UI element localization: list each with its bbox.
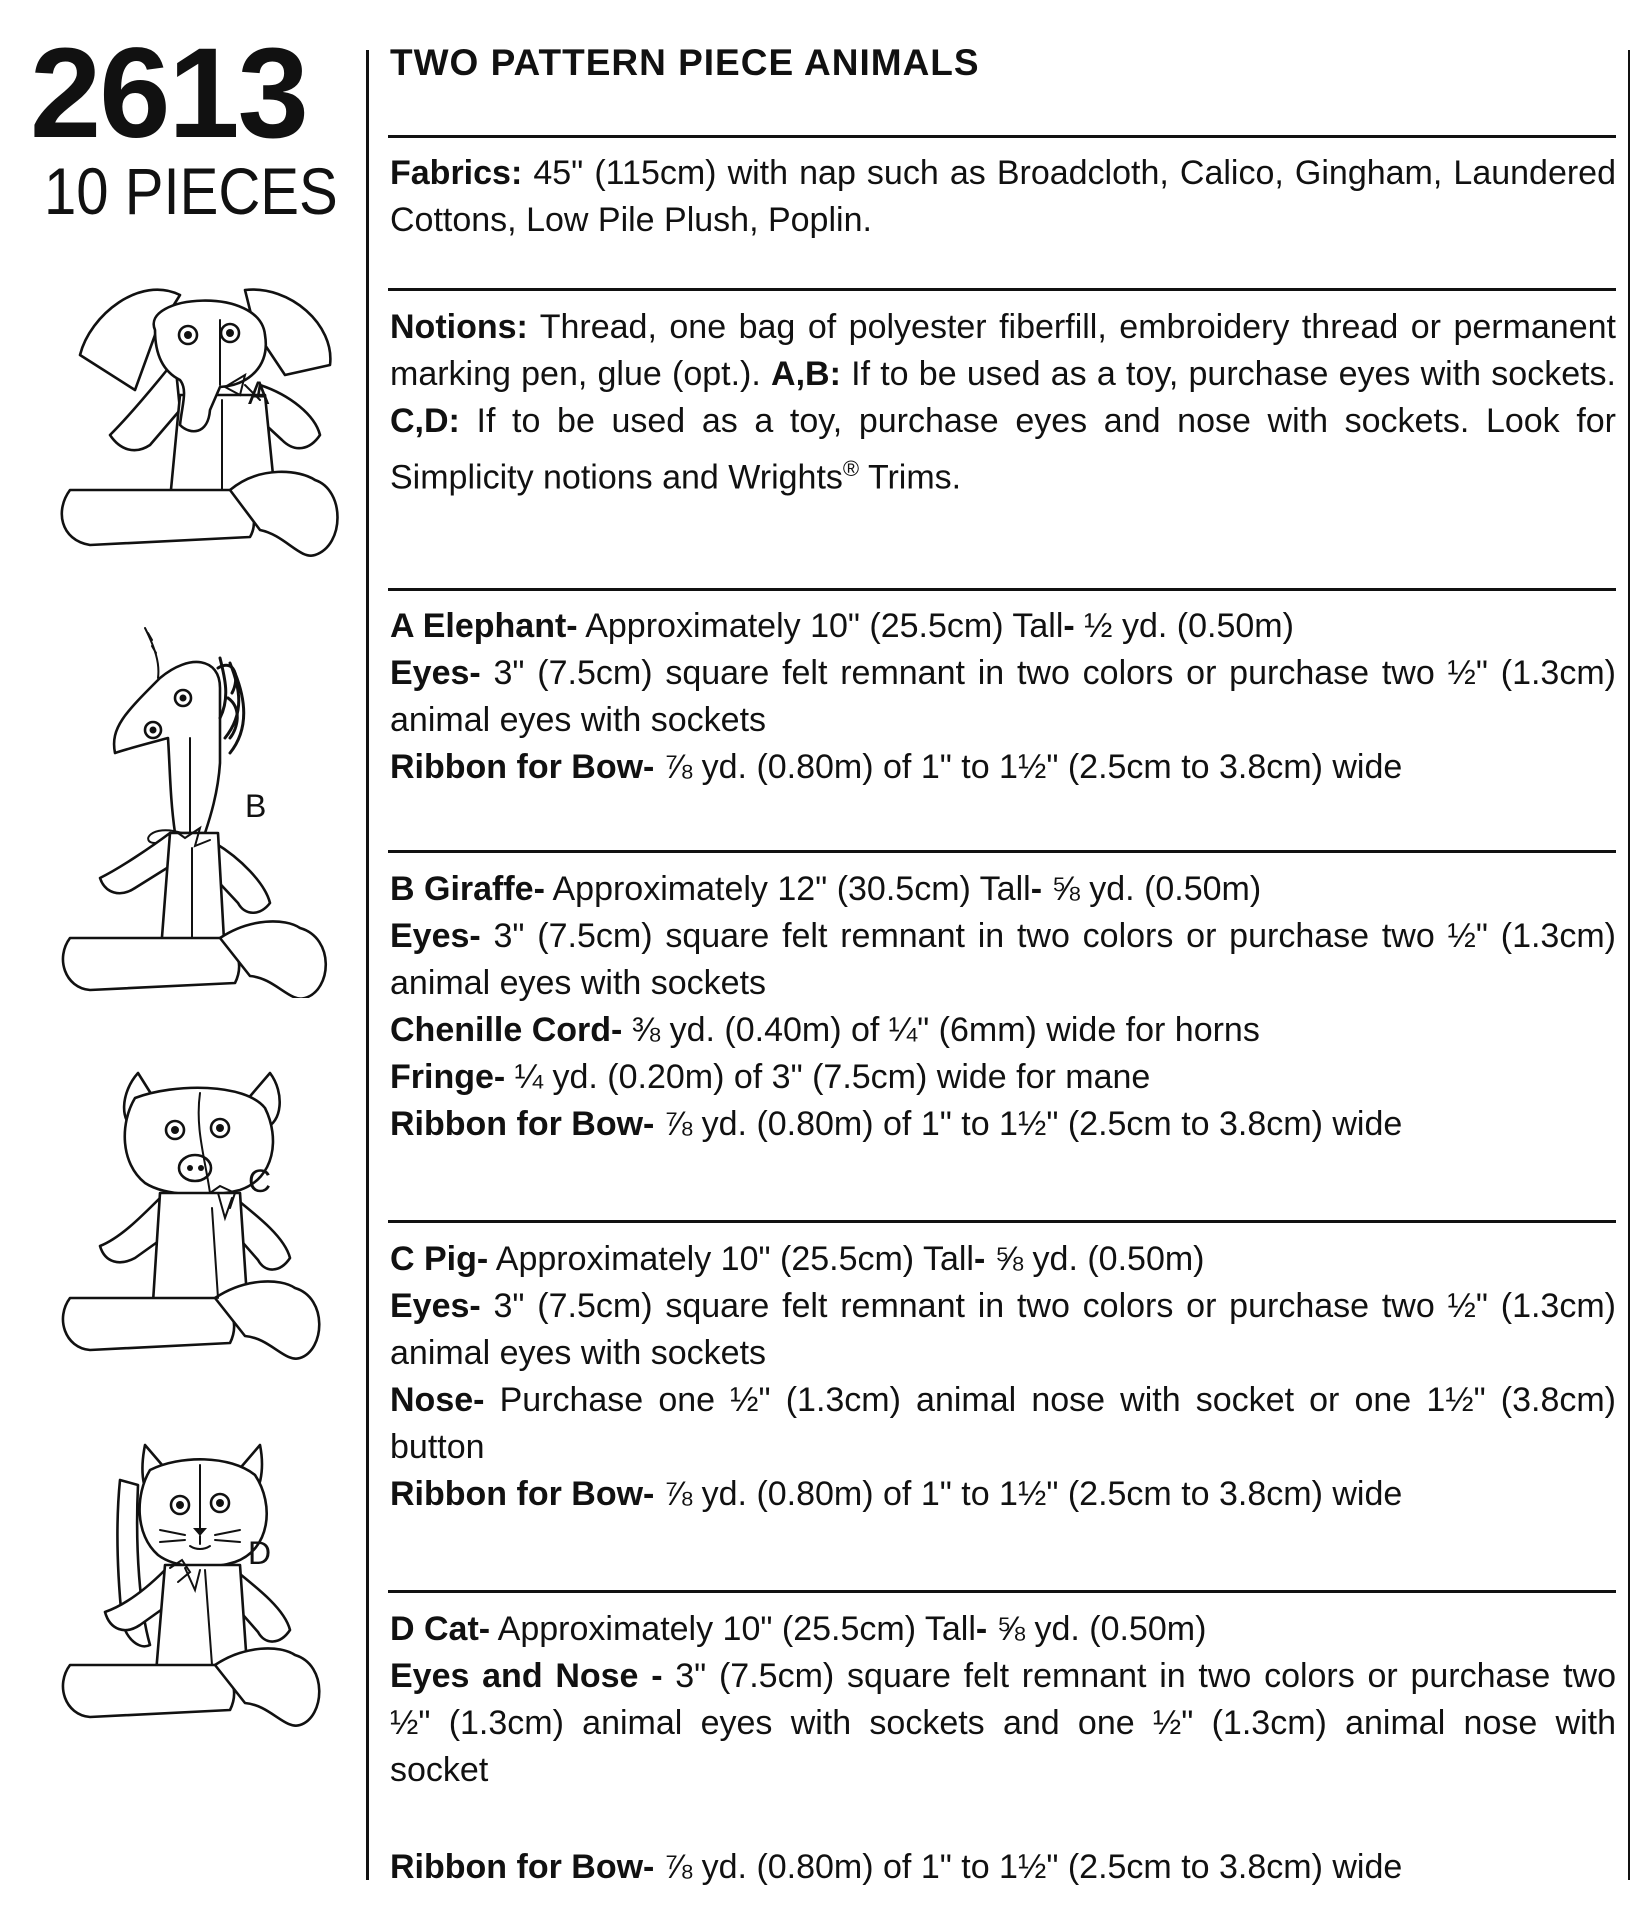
view-d-size: Approximately 10" (25.5cm) Tall — [490, 1610, 976, 1648]
view-a-dash: - — [1063, 607, 1075, 645]
view-b-label: B — [245, 788, 267, 824]
elephant-illustration — [60, 275, 360, 565]
vertical-divider — [366, 50, 369, 1880]
view-c-ribbon-text: ⅞ yd. (0.80m) of 1" to 1½" (2.5cm to 3.8cm) wide — [654, 1475, 1403, 1513]
view-a-section — [390, 603, 1616, 791]
fabrics-label: Fabrics: — [390, 154, 523, 192]
divider-view-a — [388, 588, 1616, 591]
pig-illustration — [60, 1068, 360, 1398]
view-b-ribbon-text: ⅞ yd. (0.80m) of 1" to 1½" (2.5cm to 3.8cm) wide — [654, 1105, 1403, 1143]
view-d-name: D Cat- — [390, 1610, 491, 1648]
view-b-eyes-text: 3" (7.5cm) square felt remnant in two colors or purchase two ½" (1.3cm) animal eyes with sockets — [390, 917, 1616, 1002]
view-c-section — [390, 1236, 1616, 1518]
view-b-eyes-label: Eyes- — [390, 917, 481, 955]
view-b-chenille-text: ⅜ yd. (0.40m) of ¼" (6mm) wide for horns — [622, 1011, 1260, 1049]
notions-text: Thread, one bag of polyester fiberfill, embroidery thread or permanent marking pen, glue (opt.). — [390, 308, 1616, 393]
view-c-yardage: ⅝ yd. (0.50m) — [985, 1240, 1205, 1278]
view-b-size: Approximately 12" (30.5cm) Tall — [544, 870, 1031, 908]
view-b-ribbon-label: Ribbon for Bow- — [390, 1105, 655, 1143]
view-b-section — [390, 866, 1616, 1148]
view-c-name: C Pig- — [390, 1240, 489, 1278]
pattern-number: 2613 — [30, 22, 307, 165]
view-d-label: D — [248, 1535, 272, 1571]
divider-notions — [388, 288, 1616, 291]
notions-section — [390, 304, 1616, 501]
page-title: TWO PATTERN PIECE ANIMALS — [390, 42, 980, 83]
view-c-dash: - — [973, 1240, 986, 1278]
view-b-yardage: ⅝ yd. (0.50m) — [1042, 870, 1262, 908]
fabrics-text: 45" (115cm) with nap such as Broadcloth, Calico, Gingham, Laundered Cottons, Low Pile Plush, Poplin. — [390, 154, 1616, 239]
view-b-fringe-label: Fringe- — [390, 1058, 506, 1096]
notions-ab-label: A,B: — [771, 355, 841, 393]
view-c-nose-text: Purchase one ½" (1.3cm) animal nose with socket or one 1½" (3.8cm) button — [390, 1381, 1616, 1466]
view-a-eyes-label: Eyes- — [390, 654, 481, 692]
view-b-fringe-text: ¼ yd. (0.20m) of 3" (7.5cm) wide for mane — [505, 1058, 1151, 1096]
view-a-yardage: ½ yd. (0.50m) — [1074, 607, 1294, 645]
view-b-dash: - — [1030, 870, 1043, 908]
view-c-size: Approximately 10" (25.5cm) Tall — [488, 1240, 974, 1278]
notions-cd-text: If to be used as a toy, purchase eyes and nose with sockets. Look for Simplicity notions and Wrights — [390, 402, 1616, 497]
divider-view-b — [388, 850, 1616, 853]
right-border — [1628, 50, 1630, 1880]
view-a-name: A Elephant- — [390, 607, 578, 645]
pieces-count: 10 PIECES — [44, 154, 338, 228]
view-c-eyes-text: 3" (7.5cm) square felt remnant in two colors or purchase two ½" (1.3cm) animal eyes with sockets — [390, 1287, 1616, 1372]
view-b-chenille-label: Chenille Cord- — [390, 1011, 623, 1049]
registered-mark: ® — [842, 456, 860, 481]
view-b-name: B Giraffe- — [390, 870, 545, 908]
fabrics-section — [390, 150, 1616, 244]
view-a-eyes-text: 3" (7.5cm) square felt remnant in two colors or purchase two ½" (1.3cm) animal eyes with sockets — [390, 654, 1616, 739]
view-a-size: Approximately 10" (25.5cm) Tall — [577, 607, 1064, 645]
notions-ab-text: If to be used as a toy, purchase eyes with sockets. — [840, 355, 1616, 393]
notions-tail: Trims. — [859, 458, 962, 497]
divider-view-c — [388, 1220, 1616, 1223]
cat-illustration — [60, 1440, 360, 1760]
view-c-ribbon-label: Ribbon for Bow- — [390, 1475, 655, 1513]
view-c-eyes-label: Eyes- — [390, 1287, 481, 1325]
notions-cd-label: C,D: — [390, 402, 460, 440]
giraffe-illustration — [60, 618, 360, 998]
view-c-label: C — [248, 1163, 272, 1199]
view-a-ribbon-text: ⅞ yd. (0.80m) of 1" to 1½" (2.5cm to 3.8cm) wide — [654, 748, 1403, 786]
view-d-section — [390, 1606, 1616, 1891]
view-d-yardage: ⅝ yd. (0.50m) — [987, 1610, 1207, 1648]
view-d-ribbon-label: Ribbon for Bow- — [390, 1848, 655, 1886]
view-d-eyes-nose-text: 3" (7.5cm) square felt remnant in two colors or purchase two ½" (1.3cm) animal eyes with sockets and one ½" (1.3cm) animal nose with socket — [390, 1657, 1616, 1789]
divider-view-d — [388, 1590, 1616, 1593]
view-d-eyes-nose-label: Eyes and Nose - — [390, 1657, 663, 1695]
divider-top — [388, 135, 1616, 138]
view-d-ribbon-text: ⅞ yd. (0.80m) of 1" to 1½" (2.5cm to 3.8cm) wide — [654, 1848, 1403, 1886]
view-a-ribbon-label: Ribbon for Bow- — [390, 748, 655, 786]
view-c-nose-label: Nose- — [390, 1381, 485, 1419]
view-a-label: A — [248, 375, 270, 411]
notions-label: Notions: — [390, 308, 528, 346]
view-d-dash: - — [975, 1610, 988, 1648]
